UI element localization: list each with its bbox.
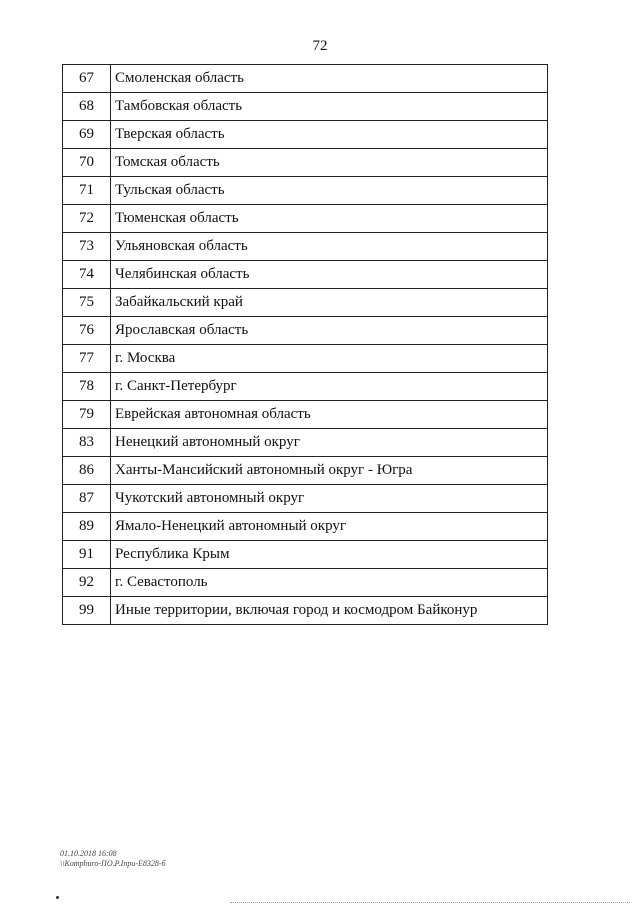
region-name-cell: Тамбовская область <box>111 93 548 121</box>
stamp-file-path: \\Kompburo-ПО.Р.Inpu-Е8328-б <box>60 859 166 868</box>
region-code-cell: 92 <box>63 569 111 597</box>
region-name-cell: Тюменская область <box>111 205 548 233</box>
page-number: 72 <box>312 38 328 54</box>
region-name-cell: Смоленская область <box>111 65 548 93</box>
region-code-cell: 73 <box>63 233 111 261</box>
region-code-cell: 67 <box>63 65 111 93</box>
table-row <box>63 317 548 345</box>
region-code-cell: 68 <box>63 93 111 121</box>
region-code-cell: 79 <box>63 401 111 429</box>
region-name-cell: Тверская область <box>111 121 548 149</box>
region-code-cell: 78 <box>63 373 111 401</box>
table-row <box>63 373 548 401</box>
table-row <box>63 93 548 121</box>
region-code-cell: 89 <box>63 513 111 541</box>
region-name-cell: Томская область <box>111 149 548 177</box>
region-name-cell: Ярославская область <box>111 317 548 345</box>
region-code-cell: 74 <box>63 261 111 289</box>
scan-artifact-line <box>230 902 630 904</box>
region-code-cell: 91 <box>63 541 111 569</box>
region-name-cell: г. Санкт-Петербург <box>111 373 548 401</box>
table-row <box>63 177 548 205</box>
region-code-cell: 70 <box>63 149 111 177</box>
region-codes-table <box>62 64 548 625</box>
table-row <box>63 65 548 93</box>
document-stamp <box>60 849 166 869</box>
region-code-cell: 86 <box>63 457 111 485</box>
table-row <box>63 429 548 457</box>
table-body <box>63 65 548 625</box>
region-name-cell: Чукотский автономный округ <box>111 485 548 513</box>
table-row <box>63 569 548 597</box>
scan-mark <box>56 896 59 899</box>
table-row <box>63 289 548 317</box>
region-code-cell: 83 <box>63 429 111 457</box>
table-row <box>63 345 548 373</box>
table-row <box>63 457 548 485</box>
stamp-timestamp: 01.10.2018 16:08 <box>60 849 117 858</box>
region-name-cell: Иные территории, включая город и космодром Байконур <box>111 597 548 625</box>
table-row <box>63 513 548 541</box>
table-row <box>63 149 548 177</box>
region-name-cell: г. Москва <box>111 345 548 373</box>
table-row <box>63 121 548 149</box>
region-name-cell: Ненецкий автономный округ <box>111 429 548 457</box>
table-row <box>63 401 548 429</box>
region-name-cell: Ямало-Ненецкий автономный округ <box>111 513 548 541</box>
region-name-cell: Ульяновская область <box>111 233 548 261</box>
region-code-cell: 87 <box>63 485 111 513</box>
region-code-cell: 99 <box>63 597 111 625</box>
region-name-cell: Ханты-Мансийский автономный округ - Югра <box>111 457 548 485</box>
region-name-cell: Республика Крым <box>111 541 548 569</box>
region-code-cell: 76 <box>63 317 111 345</box>
region-name-cell: Тульская область <box>111 177 548 205</box>
table-row <box>63 261 548 289</box>
table-row <box>63 205 548 233</box>
region-code-cell: 69 <box>63 121 111 149</box>
region-name-cell: г. Севастополь <box>111 569 548 597</box>
region-code-cell: 77 <box>63 345 111 373</box>
region-code-cell: 71 <box>63 177 111 205</box>
table-row <box>63 541 548 569</box>
table-row <box>63 485 548 513</box>
region-code-cell: 72 <box>63 205 111 233</box>
table-row <box>63 233 548 261</box>
region-name-cell: Забайкальский край <box>111 289 548 317</box>
region-name-cell: Челябинская область <box>111 261 548 289</box>
region-code-cell: 75 <box>63 289 111 317</box>
table-row <box>63 597 548 625</box>
region-name-cell: Еврейская автономная область <box>111 401 548 429</box>
